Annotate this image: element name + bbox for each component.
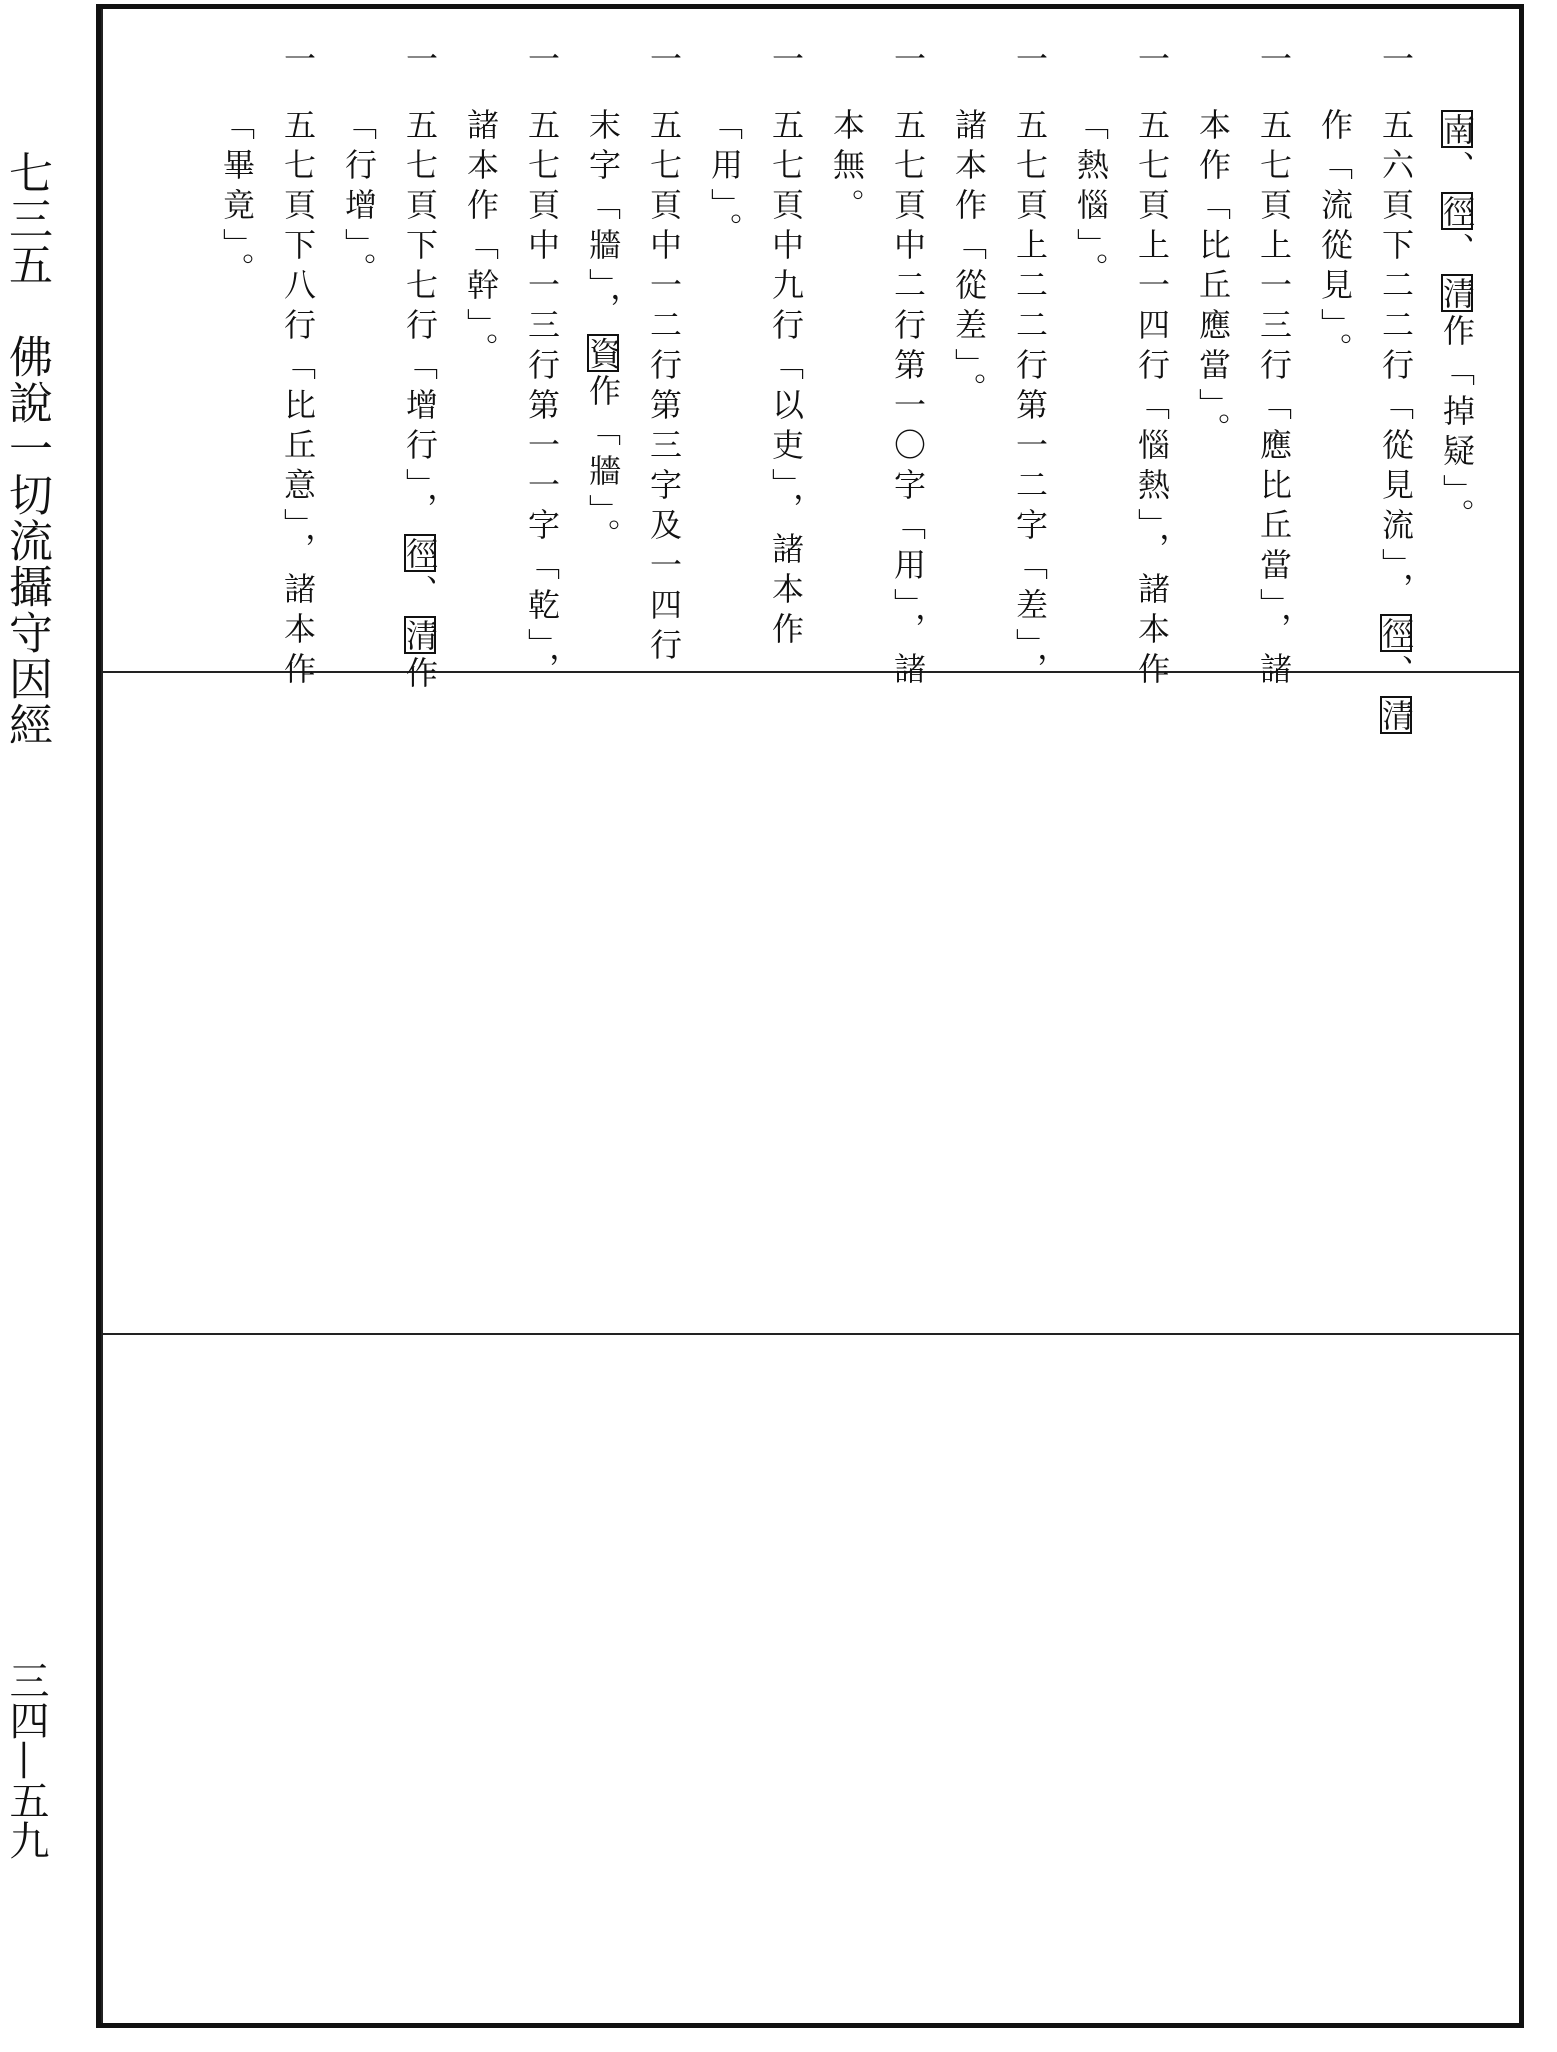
edition-abbrev-box: 資 <box>587 334 619 372</box>
edition-abbrev-box: 清 <box>1441 274 1473 312</box>
note-text: 作「掉疑」。 <box>1438 314 1476 538</box>
edition-abbrev-box: 南 <box>1441 110 1473 148</box>
note-column <box>877 42 938 692</box>
note-column <box>1243 42 1304 692</box>
note-column <box>450 42 511 682</box>
note-text: 五七頁上二二行第一二字「差」， <box>1011 108 1049 692</box>
note-column <box>938 42 999 682</box>
edition-abbrev-box: 清 <box>1380 696 1412 734</box>
note-column <box>206 42 267 682</box>
note-column <box>1121 42 1182 692</box>
note-text: 五六頁下二二行「從見流」， <box>1377 108 1415 612</box>
note-dash: 一 <box>1377 42 1415 82</box>
note-text: 、 <box>1438 150 1476 190</box>
note-text: 「行增」。 <box>340 108 378 292</box>
edition-abbrev-box: 清 <box>404 616 436 654</box>
note-text: 「用」。 <box>706 108 744 252</box>
note-text: 、 <box>1438 232 1476 272</box>
edition-abbrev-box: 徑 <box>404 534 436 572</box>
note-text: 諸本作「幹」。 <box>462 108 500 372</box>
note-text: 五七頁中一三行第一一字「乾」， <box>523 108 561 692</box>
note-column <box>633 42 694 682</box>
note-dash: 一 <box>1255 42 1293 82</box>
margin-page-number: 三四—五九 <box>3 1660 49 1860</box>
note-text: 諸本作「從差」。 <box>950 108 988 412</box>
edition-abbrev-box: 徑 <box>1441 192 1473 230</box>
note-text: 五七頁中九行「以吏」，諸本作 <box>767 108 805 652</box>
note-dash: 一 <box>1011 42 1049 82</box>
note-text: 五七頁中二行第一〇字「用」，諸 <box>889 108 927 692</box>
note-text: 五七頁下七行「增行」， <box>401 108 439 532</box>
note-text: 、 <box>401 574 439 614</box>
note-column <box>1426 42 1487 682</box>
note-dash: 一 <box>523 42 561 82</box>
note-text: 五七頁上一三行「應比丘當」，諸 <box>1255 108 1293 692</box>
collation-notes <box>206 42 1487 731</box>
note-text: 、 <box>1377 654 1415 694</box>
margin-title: 七三五 佛說一切流攝守因經 <box>1 150 52 748</box>
note-text: 本作「比丘應當」。 <box>1194 108 1232 452</box>
note-dash: 一 <box>645 42 683 82</box>
note-text: 作「牆」。 <box>584 374 622 558</box>
section-divider-lower <box>101 1333 1519 1335</box>
note-column <box>755 42 816 682</box>
note-text: 「畢竟」。 <box>218 108 256 292</box>
note-column <box>1304 42 1365 682</box>
edition-abbrev-box: 徑 <box>1380 614 1412 652</box>
note-column <box>511 42 572 692</box>
note-column <box>389 42 450 696</box>
note-column <box>999 42 1060 692</box>
note-dash: 一 <box>1133 42 1171 82</box>
note-text: 五七頁下八行「比丘意」，諸本作 <box>279 108 317 692</box>
note-text: 作 <box>401 656 439 696</box>
note-dash: 一 <box>401 42 439 82</box>
note-column <box>267 42 328 692</box>
note-column <box>572 42 633 682</box>
note-dash: 一 <box>889 42 927 82</box>
note-text: 「熱惱」。 <box>1072 108 1110 292</box>
note-column <box>1365 42 1426 731</box>
note-column <box>1182 42 1243 682</box>
note-column <box>694 42 755 682</box>
note-column <box>1060 42 1121 682</box>
note-text: 作「流從見」。 <box>1316 108 1354 372</box>
note-column <box>816 42 877 682</box>
note-column <box>328 42 389 682</box>
note-text: 本無。 <box>828 108 866 228</box>
note-text: 末字「牆」， <box>584 108 622 332</box>
note-dash: 一 <box>279 42 317 82</box>
note-dash: 一 <box>767 42 805 82</box>
note-text: 五七頁上一四行「惱熱」，諸本作 <box>1133 108 1171 692</box>
note-text: 五七頁中一二行第三字及一四行 <box>645 108 683 668</box>
